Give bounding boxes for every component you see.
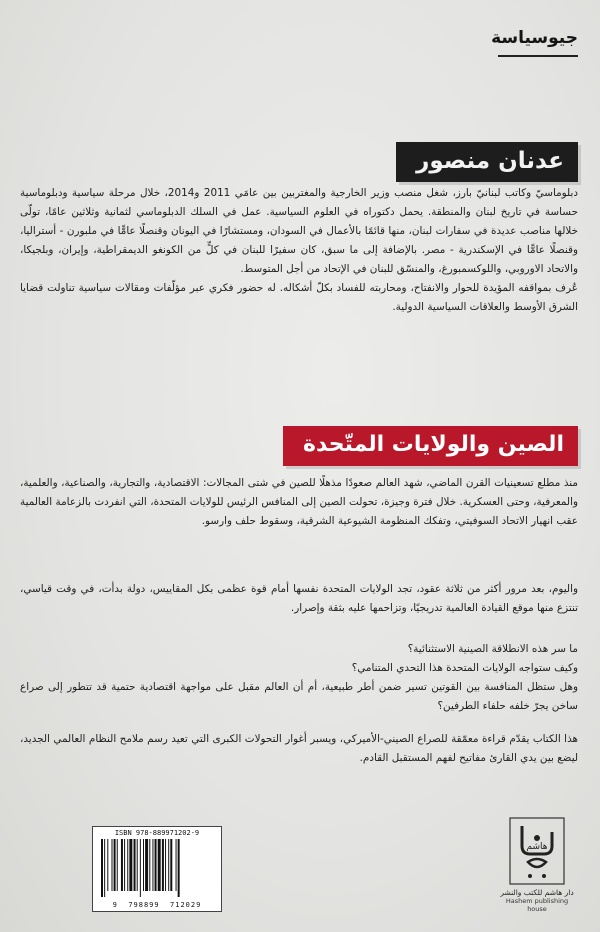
bio-paragraph: دبلوماسيّ وكاتب لبنانيّ بارز، شغل منصب وزير الخارجية والمغتربين بين عامَي 2011 و2014، خلال مرحلة سياسية ودبلوماسية حساسة في تاريخ لبنان والمنطقة. يحمل دكتوراه في العلوم السياسية. عمل في السلك الدبلوماسي لثمانية وثلاثين عامًا، تولّى خلالها مناصب عديدة في سفارات لبنان، منها قائمًا بالأعمال في السودان، ومستشارًا في اليونان وقنصلًا عامًّا في ملبورن - أستراليا، وقنصلًا عامًّا في الإسكندرية - مصر. بالإضافة إلى ما سبق، كان سفيرًا للبنان في كلٍّ من الكونغو الديمقراطية، وإيران، وبلجيكا، والاتحاد الاوروبي، واللوكسمبورغ، والمنسّق للبنان في الإتحاد من أجل المتوسط.: [20, 187, 579, 275]
barcode-bar: [127, 839, 128, 891]
barcode-bar: [117, 839, 118, 891]
bio-paragraph: عُرف بمواقفه المؤيدة للحوار والانفتاح، ومحاربته للفساد بكلّ أشكاله. له حضور فكري عبر مؤلّفات ومقالات سياسية تناولت قضايا الشرق الأوسط والعلاقات السياسية الدولية.: [20, 282, 578, 313]
book-title-banner: الصين والولايات المتّحدة: [283, 426, 578, 466]
barcode-bar: [158, 839, 161, 891]
barcode-bar: [140, 839, 141, 897]
barcode-bar: [165, 839, 166, 891]
barcode-bar: [152, 839, 153, 891]
publisher-mark-text: هاشم: [526, 842, 548, 852]
barcode-bar: [112, 839, 113, 891]
barcode-bar: [137, 839, 138, 891]
barcode-bar: [134, 839, 136, 891]
barcode-bar: [114, 839, 116, 891]
author-bio: [20, 184, 578, 317]
author-name-banner: عدنان منصور: [396, 142, 578, 182]
barcode-digits: 9 798899 712029: [112, 901, 202, 909]
series-divider: [498, 55, 578, 57]
barcode-bar: [145, 839, 148, 891]
barcode-bar: [107, 839, 108, 891]
barcode-bars: [99, 839, 215, 897]
barcode-bar: [168, 839, 169, 891]
barcode-bar: [124, 839, 125, 891]
synopsis-text: هذا الكتاب يقدّم قراءة معمّقة للصراع الصيني-الأميركي، ويسبر أغوار التحولات الكبرى التي تعيد رسم ملامح النظام العالمي الجديد، ليضع بين يدي القارئ مفاتيح لفهم المستقبل القادم.: [20, 733, 578, 764]
barcode-bar: [129, 839, 132, 891]
publisher-name-arabic: دار هاشم للكتب والنشر: [500, 888, 574, 897]
barcode-bar: [176, 839, 177, 891]
barcode-bar: [149, 839, 150, 891]
question-line: وكيف ستواجه الولايات المتحدة هذا التحدي المتنامي؟: [351, 662, 578, 674]
synopsis-text: واليوم، بعد مرور أكثر من ثلاثة عقود، تجد الولايات المتحدة نفسها أمام قوة عظمى بكل المقاييس، دولة بدأت، في وقت قياسي، تنتزع منها موقع القيادة العالمية تدريجيًا، وتزاحمها عليه بثقة وإصرار.: [20, 583, 578, 614]
publisher-name-english: Hashem publishing house: [505, 897, 569, 913]
question-line: ما سر هذه الانطلاقة الصينية الاستثنائية؟: [407, 643, 578, 655]
isbn-number: ISBN 978-889971202-9: [114, 829, 200, 837]
synopsis-conclusion: [20, 730, 578, 768]
synopsis-paragraph: [20, 474, 578, 531]
synopsis-paragraph: [20, 580, 578, 618]
publisher-logo: [497, 816, 577, 916]
synopsis-text: منذ مطلع تسعينيات القرن الماضي، شهد العالم صعودًا مذهلًا للصين في شتى المجالات: الاقتصادية، والتجارية، والصناعية، والعلمية، والمعرفية، وحتى العسكرية. خلال فترة وجيزة، تحولت الصين إلى المنافس الرئيس للولايات المتحدة، التي انفردت بالزعامة العالمية عقب انهيار الاتحاد السوفيتي، وتفكك المنظومة الشيوعية الشرقية، وسقوط حلف وارسو.: [20, 477, 578, 527]
publisher-mark-icon: [508, 816, 566, 886]
barcode-bar: [143, 839, 144, 891]
barcode-bar: [155, 839, 157, 891]
barcode-bar: [170, 839, 172, 891]
barcode-bar: [178, 839, 180, 897]
barcode-bar: [121, 839, 123, 891]
barcode-bar: [101, 839, 103, 897]
question-line: وهل ستظل المنافسة بين القوتين تسير ضمن أطر طبيعية، أم أن العالم مقبل على مواجهة اقتصادية حتمية قد تتطور إلى صراع ساخن يجرّ خلفه حلفاء الطرفين؟: [20, 681, 578, 712]
series-label: جيوسياسة: [491, 28, 578, 48]
synopsis-questions: [20, 640, 578, 716]
isbn-barcode: [92, 826, 222, 912]
barcode-bar: [104, 839, 105, 897]
barcode-bar: [162, 839, 164, 891]
